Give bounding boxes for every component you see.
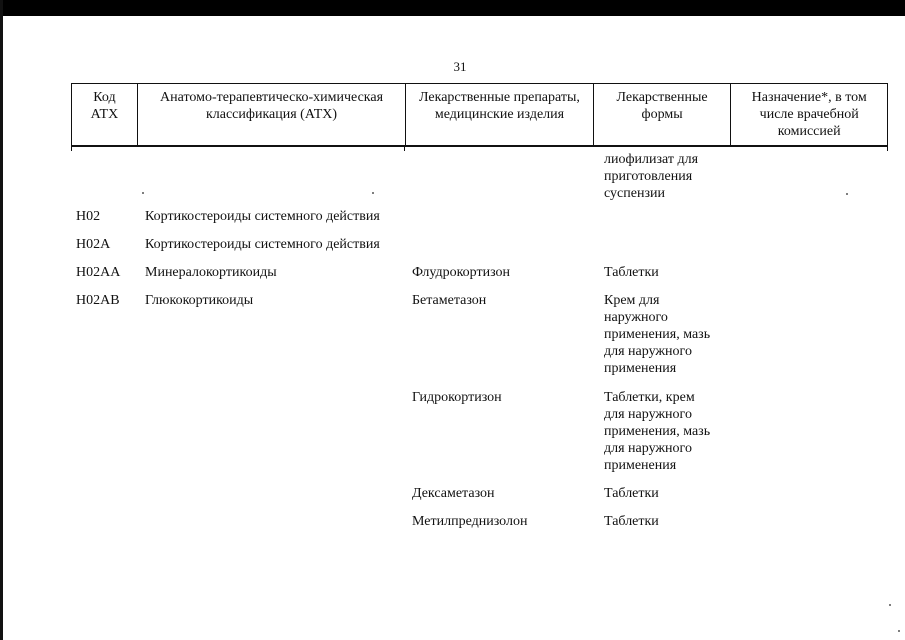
scan-left-edge: [0, 0, 3, 640]
column-divider-stub: [71, 147, 72, 151]
row-drug: Флудрокортизон: [412, 265, 511, 280]
header-code: Код АТХ: [72, 84, 138, 145]
scan-top-edge: [0, 0, 905, 16]
header-purpose: Назначение*, в том числе врачебной комиссией: [751, 90, 867, 139]
row-classification: Минералокортикоиды: [145, 265, 277, 280]
header-forms: Лекарственные формы: [594, 84, 732, 145]
row-classification: Кортикостероиды системного действия: [145, 209, 380, 224]
row-form: Таблетки: [604, 514, 659, 529]
row-drug: Дексаметазон: [412, 486, 495, 501]
continuation-form: лиофилизат для приготовления суспензии: [604, 152, 699, 201]
column-divider-stub: [404, 147, 405, 151]
scan-speck: [898, 630, 900, 632]
page-number: 31: [453, 59, 467, 74]
header-drugs: Лекарственные препараты, медицинские изделия: [406, 84, 594, 145]
scan-speck: [372, 192, 374, 194]
row-form: Крем для наружного применения, мазь для наружного применения: [604, 293, 711, 376]
row-code: H02A: [76, 237, 111, 252]
row-drug: Метилпреднизолон: [412, 514, 528, 529]
row-form: Таблетки: [604, 486, 659, 501]
row-code: H02AB: [76, 293, 120, 308]
row-form: Таблетки, крем для наружного применения, мазь для наружного применения: [604, 390, 711, 473]
scan-speck: [889, 604, 891, 606]
row-classification: Глюкокортикоиды: [145, 293, 254, 308]
scan-speck: [846, 193, 848, 195]
column-divider-stub: [887, 147, 888, 151]
row-form: Таблетки: [604, 265, 659, 280]
row-code: H02: [76, 209, 101, 224]
row-drug: Гидрокортизон: [412, 390, 502, 405]
row-classification: Кортикостероиды системного действия: [145, 237, 380, 252]
row-code: H02AA: [76, 265, 121, 280]
header-classification: Анатомо-терапевтическо-химическая классификация (АТХ): [138, 84, 406, 145]
row-drug: Бетаметазон: [412, 293, 487, 308]
table-header: [71, 83, 888, 147]
scan-speck: [142, 192, 144, 194]
